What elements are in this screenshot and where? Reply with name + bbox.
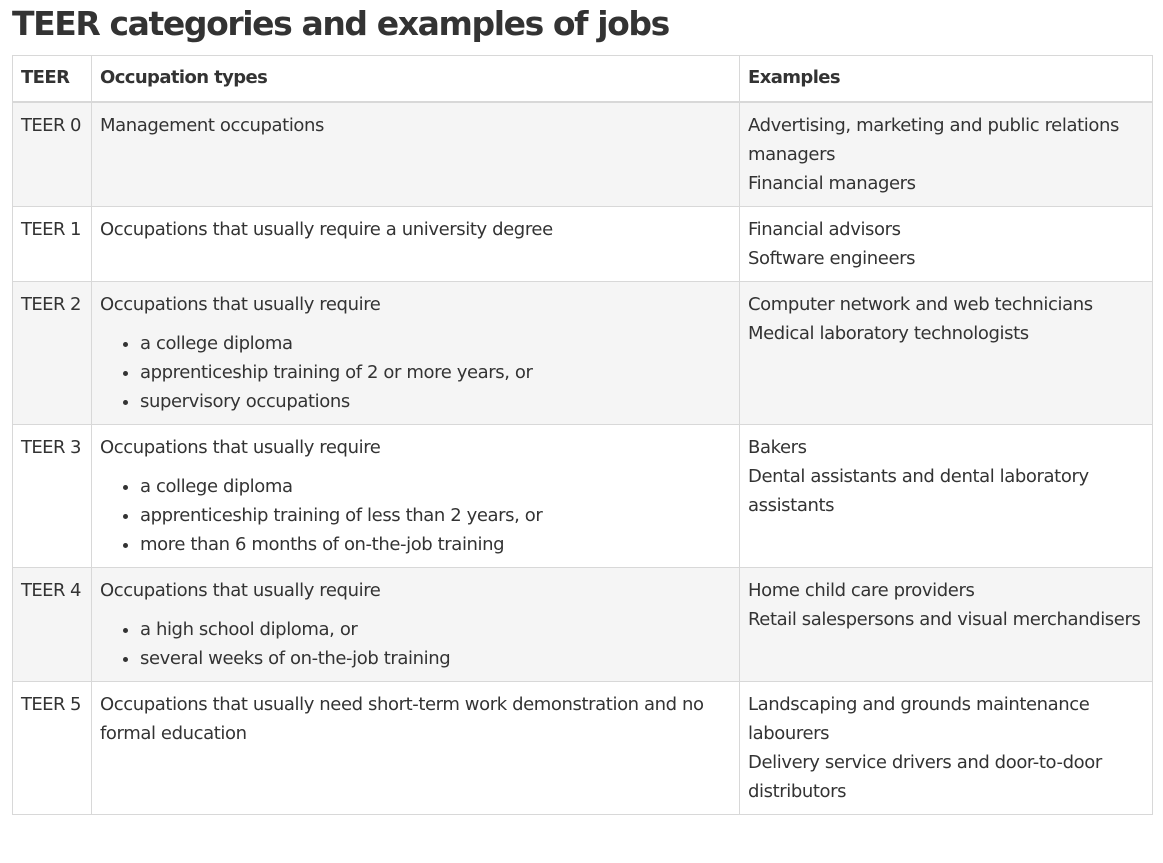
occupation-type-cell — [92, 425, 740, 568]
requirement-item: • apprenticeship training of 2 or more years, or — [140, 358, 732, 387]
examples-cell — [740, 207, 1153, 282]
column-header-examples: Examples — [740, 56, 1153, 103]
occupation-type-cell — [92, 282, 740, 425]
examples-cell — [740, 568, 1153, 682]
examples-cell — [740, 425, 1153, 568]
occupation-description: Occupations that usually require — [100, 294, 381, 315]
example-job: Home child care providers — [748, 580, 975, 601]
example-job: Bakers — [748, 437, 807, 458]
occupation-description: Occupations that usually require a university degree — [100, 219, 553, 240]
example-job: Computer network and web technicians — [748, 294, 1093, 315]
table-row — [13, 568, 1153, 682]
examples-cell — [740, 682, 1153, 815]
requirement-item: • apprenticeship training of less than 2 years, or — [140, 501, 732, 530]
example-job: Financial managers — [748, 173, 916, 194]
table-header-row — [13, 56, 1153, 103]
occupation-type-cell — [92, 682, 740, 815]
teer-level-cell: TEER 5 — [13, 682, 92, 815]
occupation-type-cell — [92, 568, 740, 682]
example-job: Retail salespersons and visual merchandisers — [748, 609, 1141, 630]
examples-cell — [740, 282, 1153, 425]
example-job: Advertising, marketing and public relations managers — [748, 115, 1119, 165]
requirement-item: • a college diploma — [140, 472, 732, 501]
example-job: Landscaping and grounds maintenance labourers — [748, 694, 1090, 744]
example-job: Financial advisors — [748, 219, 901, 240]
example-job: Delivery service drivers and door-to-door distributors — [748, 752, 1102, 802]
teer-level-cell: TEER 0 — [13, 102, 92, 207]
occupation-description: Occupations that usually require — [100, 437, 381, 458]
requirements-list — [100, 472, 732, 559]
requirement-item: • a high school diploma, or — [140, 615, 732, 644]
page-title: TEER categories and examples of jobs — [12, 4, 669, 43]
requirement-item: • several weeks of on-the-job training — [140, 644, 732, 673]
requirement-item: • a college diploma — [140, 329, 732, 358]
table-row — [13, 682, 1153, 815]
table-row — [13, 102, 1153, 207]
occupation-description: Occupations that usually require — [100, 580, 381, 601]
requirements-list — [100, 329, 732, 416]
example-job: Dental assistants and dental laboratory assistants — [748, 466, 1089, 516]
occupation-description: Management occupations — [100, 115, 325, 136]
column-header-occupation-types: Occupation types — [92, 56, 740, 103]
teer-level-cell: TEER 2 — [13, 282, 92, 425]
teer-level-cell: TEER 4 — [13, 568, 92, 682]
table-row — [13, 282, 1153, 425]
example-job: Medical laboratory technologists — [748, 323, 1029, 344]
table-row — [13, 207, 1153, 282]
occupation-type-cell — [92, 102, 740, 207]
teer-level-cell: TEER 3 — [13, 425, 92, 568]
examples-cell — [740, 102, 1153, 207]
occupation-type-cell — [92, 207, 740, 282]
requirement-item: • more than 6 months of on-the-job training — [140, 530, 732, 559]
teer-table — [12, 55, 1153, 815]
column-header-teer: TEER — [13, 56, 92, 103]
teer-level-cell: TEER 1 — [13, 207, 92, 282]
table-row — [13, 425, 1153, 568]
occupation-description: Occupations that usually need short-term work demonstration and no formal education — [100, 694, 704, 744]
requirements-list — [100, 615, 732, 673]
example-job: Software engineers — [748, 248, 916, 269]
requirement-item: • supervisory occupations — [140, 387, 732, 416]
